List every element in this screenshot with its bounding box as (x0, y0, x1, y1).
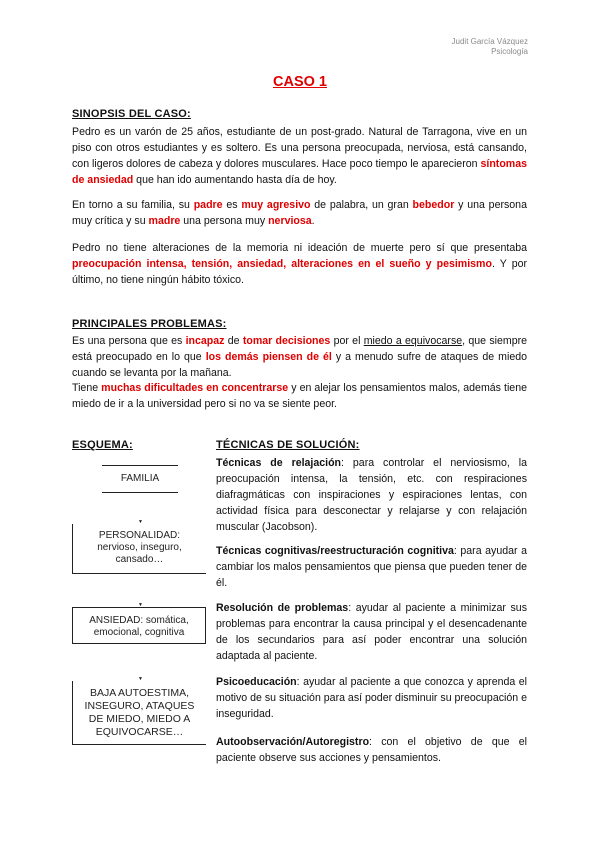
sinopsis-paragraph-1: Pedro es un varón de 25 años, estudiante de un post-grado. Natural de Tarragona, vive en un piso con otros estudiantes y es soltero. Es una persona preocupada, nerviosa, está cansando, con ligeros dolores de cabeza y dolores musculares. Hace poco tiempo le aparecieron síntomas de ansiedad que han ido aumentando hasta día de hoy. (72, 126, 527, 186)
highlight-agresivo: muy agresivo (241, 199, 311, 211)
arrow-down-icon: ▼ (138, 676, 143, 682)
sinopsis-paragraph-3: Pedro no tiene alteraciones de la memoria ni ideación de muerte pero sí que presentaba preocupación intensa, tensión, ansiedad, alteraciones en el sueño y pesimismo. Y por último, no tiene ningún hábito tóxico. (72, 242, 528, 286)
problemas-paragraph-2: Tiene muchas dificultades en concentrarse y en alejar los pensamientos malos, además tiene miedo de ir a la universidad pero si no va se siente peor. (72, 382, 527, 410)
highlight-madre: madre (148, 215, 181, 227)
familia-top-line (102, 465, 178, 466)
ansiedad-box: ANSIEDAD: somática, emocional, cognitiva (72, 607, 206, 644)
highlight-bebedor: bebedor (412, 199, 455, 211)
underline-miedo: miedo a equivocarse (363, 335, 463, 347)
highlight-demas: los demás piensen de él (205, 351, 332, 363)
page-title: CASO 1 (273, 74, 327, 90)
tecnica-resolucion: Resolución de problemas: ayudar al paciente a minimizar sus problemas para encontrar la causa principal y el desencadenante de los secundarios para así poder encontrar una solución adaptada al paciente. (216, 602, 527, 662)
tecnica-relajacion: Técnicas de relajación: para controlar el nerviosismo, la preocupación intensa, la tensión, etc. con respiraciones diafragmáticas con inspiraciones y espiraciones lentas, con actividad física para desconectar y relajarse y con relajación muscular (Jacobson). (216, 457, 527, 533)
highlight-concentrarse: muchas dificultades en concentrarse (101, 382, 289, 394)
problemas-paragraph-1: Es una persona que es incapaz de tomar decisiones por el miedo a equivocarse, que siempre está preocupado en lo que los demás piensen de él y a menudo sufre de ataques de miedo cuando se levanta por la mañana. (72, 335, 528, 379)
tecnica-cognitiva: Técnicas cognitivas/reestructuración cognitiva: para ayudar a cambiar los malos pensamientos que piensa que pueden tener de él. (216, 545, 527, 589)
problemas-heading: PRINCIPALES PROBLEMAS: (72, 318, 227, 330)
tecnica-psicoeducacion: Psicoeducación: ayudar al paciente a que conozca y aprenda el motivo de su situación para así poder disminuir su preocupación e inseguridad. (216, 676, 527, 720)
highlight-nerviosa: nerviosa (268, 215, 312, 227)
familia-label: FAMILIA (120, 473, 160, 484)
tecnicas-heading: TÉCNICAS DE SOLUCIÓN: (216, 439, 360, 451)
highlight-decisiones: tomar decisiones (242, 335, 331, 347)
header-subject: Psicología (491, 47, 528, 56)
baja-autoestima-box: BAJA AUTOESTIMA, INSEGURO, ATAQUES DE MIEDO, MIEDO A EQUIVOCARSE… (72, 681, 206, 745)
sinopsis-heading: SINOPSIS DEL CASO: (72, 108, 191, 120)
highlight-padre: padre (193, 199, 223, 211)
personalidad-detail: nervioso, inseguro, cansado… (97, 542, 182, 565)
highlight-sintomas-list: preocupación intensa, tensión, ansiedad, alteraciones en el sueño y pesimismo (72, 258, 492, 270)
arrow-down-icon: ▼ (138, 519, 143, 525)
personalidad-box (72, 524, 206, 574)
familia-bottom-line (102, 492, 178, 493)
highlight-sintomas: síntomas de ansiedad (72, 158, 527, 186)
highlight-incapaz: incapaz (185, 335, 225, 347)
tecnica-autoobservacion: Autoobservación/Autoregistro: con el objetivo de que el paciente observe sus acciones y pensamientos. (216, 736, 527, 764)
esquema-heading: ESQUEMA: (72, 439, 133, 451)
personalidad-title: PERSONALIDAD: (98, 530, 181, 541)
header-author: Judit García Vázquez (451, 37, 528, 46)
sinopsis-paragraph-2: En torno a su familia, su padre es muy agresivo de palabra, un gran bebedor y una persona muy crítica y su madre una persona muy nerviosa. (72, 199, 527, 227)
arrow-down-icon: ▼ (138, 602, 143, 608)
page-header (452, 37, 528, 57)
